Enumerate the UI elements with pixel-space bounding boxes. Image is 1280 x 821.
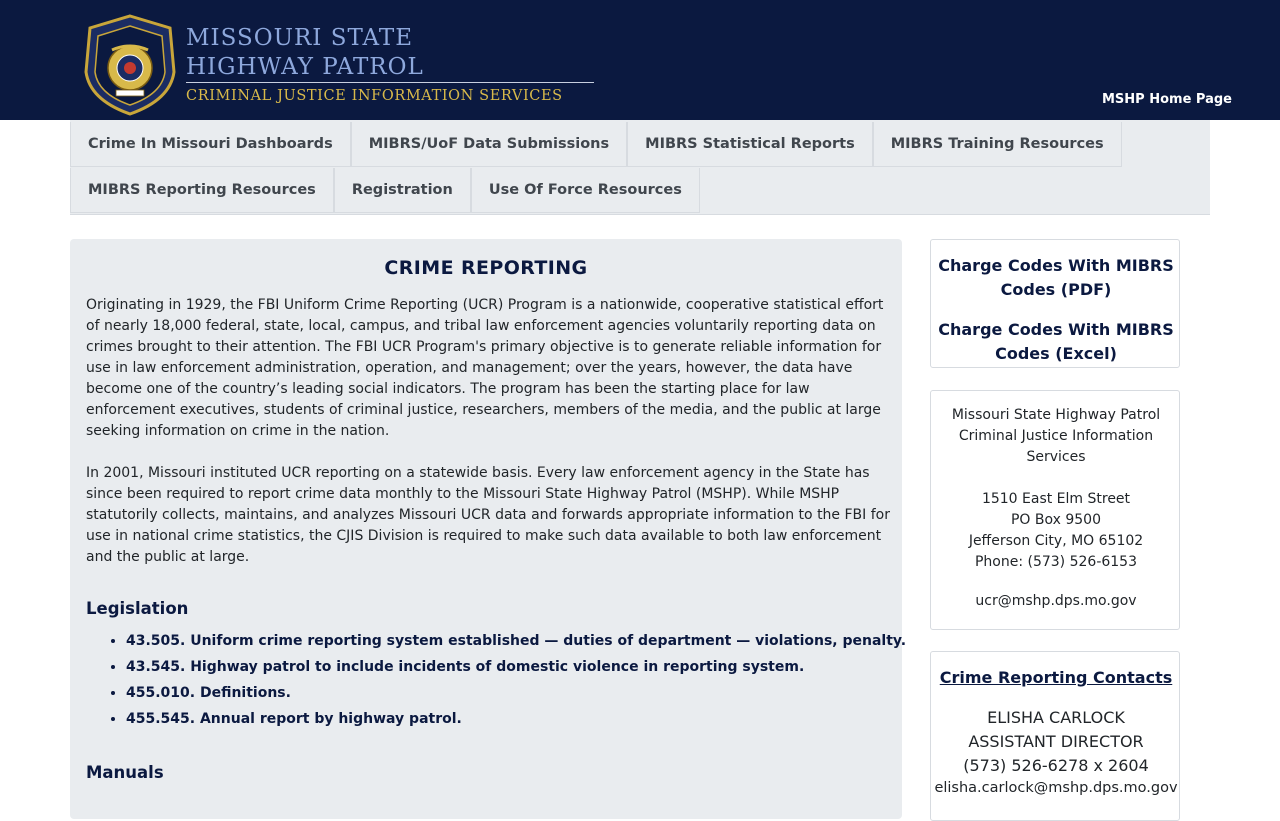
contact-email[interactable]: elisha.carlock@mshp.dps.mo.gov [934, 780, 1178, 796]
main-content-panel [70, 239, 907, 819]
main-navigation [70, 120, 1210, 215]
logo-line-highway-patrol: HIGHWAY PATROL [186, 54, 424, 80]
address-street-block [931, 489, 1181, 573]
charge-codes-box [930, 239, 1180, 368]
crime-reporting-contacts-link[interactable]: Crime Reporting Contacts [939, 668, 1173, 687]
patrol-seal-icon[interactable] [82, 14, 178, 116]
legislation-list [86, 631, 916, 735]
contact-title: ASSISTANT DIRECTOR [968, 732, 1144, 751]
intro-paragraph: Originating in 1929, the FBI Uniform Crime Reporting (UCR) Program is a nationwide, cooperative statistical effort of nearly 18,000 federal, state, local, campus, and tribal law enforcement agencies voluntarily reporting data on crimes brought to their attention. The FBI UCR Program's primary objective is to generate reliable information for use in law enforcement administration, operation, and management; over the years, however, the data have become one of the country’s leading social indicators. The program has been the starting place for law enforcement executives, students of criminal justice, researchers, members of the media, and the public at large seeking information on crime in the nation. [86, 297, 884, 439]
logo-line-cjis: CRIMINAL JUSTICE INFORMATION SERVICES [186, 88, 563, 104]
legislation-link-455-010[interactable]: • 455.010. Definitions. [126, 683, 916, 704]
logo-divider [186, 82, 594, 83]
address-phone: Phone: (573) 526-6153 [974, 554, 1138, 570]
nav-row-2 [70, 168, 700, 214]
nav-item-mibrs-statistical-reports[interactable]: MIBRS Statistical Reports [627, 122, 873, 167]
nav-item-crime-in-missouri-dashboards[interactable]: Crime In Missouri Dashboards [70, 122, 351, 167]
contact-phone: (573) 526-6278 x 2604 [963, 756, 1149, 775]
nav-item-mibrs-training-resources[interactable]: MIBRS Training Resources [873, 122, 1122, 167]
address-org-line1: Missouri State Highway Patrol [951, 407, 1161, 423]
legislation-link-43-505[interactable]: • 43.505. Uniform crime reporting system established — duties of department — violations, penalty. [126, 631, 916, 652]
page-title: CRIME REPORTING [384, 257, 588, 279]
nav-row-1 [70, 122, 1122, 168]
legislation-heading: Legislation [86, 599, 189, 618]
address-organization [931, 405, 1181, 468]
logo-line-missouri-state: MISSOURI STATE [186, 25, 414, 51]
mshp-home-page-link[interactable]: MSHP Home Page [1101, 92, 1232, 107]
manuals-heading: Manuals [86, 763, 164, 782]
contacts-box [930, 651, 1180, 821]
nav-item-registration[interactable]: Registration [334, 168, 471, 213]
charge-codes-excel-link[interactable]: Charge Codes With MIBRS Codes (Excel) [938, 320, 1174, 363]
address-po-box: PO Box 9500 [1010, 512, 1101, 528]
address-street: 1510 East Elm Street [981, 491, 1131, 507]
contact-name: ELISHA CARLOCK [987, 708, 1125, 727]
address-org-line2: Criminal Justice Information Services [958, 428, 1154, 465]
nav-item-mibrs-reporting-resources[interactable]: MIBRS Reporting Resources [70, 168, 334, 213]
address-box [930, 390, 1180, 630]
nav-item-use-of-force-resources[interactable]: Use Of Force Resources [471, 168, 700, 213]
missouri-paragraph: In 2001, Missouri instituted UCR reporting on a statewide basis. Every law enforcement agency in the State has since been required to report crime data monthly to the Missouri State Highway Patrol (MSHP). While MSHP statutorily collects, maintains, and analyzes Missouri UCR data and forwards appropriate information to the FBI for use in national crime statistics, the CJIS Division is required to make such data available to both law enforcement and the public at large. [86, 465, 890, 565]
nav-item-mibrs-uof-data-submissions[interactable]: MIBRS/UoF Data Submissions [351, 122, 627, 167]
site-header [0, 0, 1280, 120]
address-email[interactable]: ucr@mshp.dps.mo.gov [975, 593, 1137, 609]
site-logo-text[interactable] [186, 24, 596, 105]
legislation-link-455-545[interactable]: • 455.545. Annual report by highway patrol. [126, 709, 916, 730]
charge-codes-pdf-link[interactable]: Charge Codes With MIBRS Codes (PDF) [938, 256, 1174, 299]
legislation-link-43-545[interactable]: • 43.545. Highway patrol to include incidents of domestic violence in reporting system. [126, 657, 916, 678]
address-city: Jefferson City, MO 65102 [968, 533, 1144, 549]
